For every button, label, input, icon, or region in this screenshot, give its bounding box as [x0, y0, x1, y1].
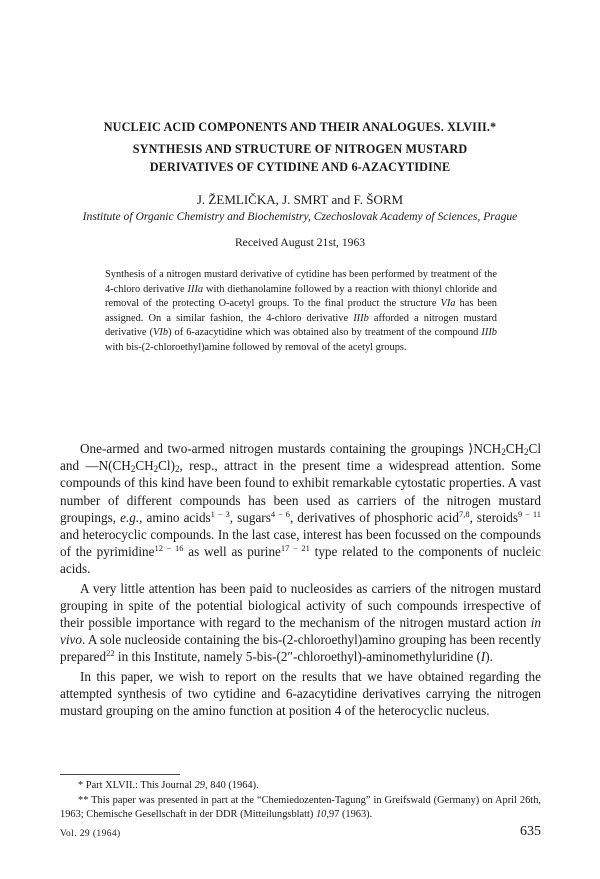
reference-superscript: 17 − 21 — [280, 543, 310, 554]
author-2-initial: , J. S — [275, 192, 301, 207]
formula-part: Cl) — [158, 458, 175, 474]
text-run: A very little attention has been paid to nucleosides as carriers of the nitrogen mustard grouping in spite of the potential biological activity of such compounds irrespective of their possible importance with regard to the mechanism of the nitrogen mustard action — [60, 580, 541, 631]
footnote-2 — [60, 794, 541, 823]
paragraph-3: In this paper, we wish to report on the results that we have obtained regarding the attempted synthesis of two cytidine and 6-azacytidine derivatives carrying the nitrogen mustard grouping on the amino function at position 4 of the heterocyclic nucleus. — [60, 668, 541, 719]
formula-part: ⟩NCH — [468, 441, 502, 456]
formula-subscript: 2 — [153, 464, 159, 475]
abstract-text: has been assigned. On a similar fashion, the 4-chloro derivative — [105, 298, 497, 324]
text-run: * Part XLVII.: This Journal — [78, 780, 195, 791]
text-run: , sugars — [229, 509, 271, 525]
compound-label: VIa — [440, 298, 456, 310]
text-run: One-armed and two-armed nitrogen mustards containing the groupings — [80, 441, 469, 456]
author-list — [40, 192, 560, 208]
abstract — [105, 268, 497, 356]
formula-subscript: 2 — [524, 447, 529, 457]
received-date: Received August 21st, 1963 — [234, 236, 366, 249]
author-1-surname: EMLIČKA — [216, 192, 276, 207]
formula-subscript: 2 — [175, 464, 180, 475]
abstract-text: with diethanolamine followed by a reaction with thionyl chloride and removal of the protecting O-acetyl groups. To the final product the structure — [105, 283, 497, 310]
article-title-line-3: DERIVATIVES OF CYTIDINE AND 6-AZACYTIDINE — [149, 160, 451, 174]
formula-subscript: 2 — [130, 464, 136, 475]
text-run: ,97 (1963). — [326, 809, 373, 820]
italic-text: 10 — [315, 809, 327, 820]
compound-label: IIIa — [187, 283, 204, 295]
text-run: ). — [485, 649, 493, 665]
compound-label: I — [480, 649, 486, 665]
footnote-1 — [60, 779, 541, 794]
text-run: and heterocyclic compounds. In the last case, interest has been focussed on the compounds of the pyrimidine — [60, 527, 541, 560]
institution: Institute of Organic Chemistry and Biochemistry, Czechoslovak Academy of Sciences, Prague — [82, 210, 518, 223]
article-title-line-2: SYNTHESIS AND STRUCTURE OF NITROGEN MUSTARD — [132, 142, 468, 156]
text-run: , 840 (1964). — [205, 780, 259, 791]
reference-superscript: 1 − 3 — [210, 508, 230, 519]
author-3-initial: and F. Š — [328, 192, 374, 207]
text-run: . A sole nucleoside containing the bis-(2-chloroethyl)amino grouping has been recently prepared — [60, 632, 541, 665]
footnotes — [60, 779, 541, 823]
italic-text: 29 — [194, 780, 205, 791]
compound-label: IIIb — [481, 327, 497, 339]
footnote-divider — [60, 774, 180, 775]
italic-text: in vivo — [60, 615, 541, 648]
reference-superscript: 22 — [106, 648, 115, 659]
reference-superscript: 12 − 16 — [154, 543, 184, 554]
paragraph-2 — [60, 580, 541, 666]
author-2-surname: MRT — [300, 192, 329, 207]
italic-text: e.g. — [120, 509, 140, 525]
article-title-line-1: NUCLEIC ACID COMPONENTS AND THEIR ANALOGUES. XLVIII.* — [103, 120, 497, 134]
abstract-text: ) of 6-azacytidine which was obtained also by treatment of the compound — [168, 327, 482, 339]
compound-label: VIb — [153, 327, 169, 339]
text-run: , steroids — [469, 509, 518, 525]
abstract-text: with bis-(2-chloroethyl)amine followed by removal of the acetyl groups. — [105, 341, 407, 353]
reference-superscript: 7,8 — [458, 508, 470, 519]
text-run: , derivatives of phosphoric acid — [289, 509, 459, 525]
author-1-initial: J. Ž — [196, 192, 217, 207]
reference-superscript: 4 − 6 — [270, 508, 290, 519]
author-3-surname: ORM — [373, 192, 404, 207]
reference-superscript: 9 − 11 — [517, 508, 541, 519]
text-run: type related to the components of nucleic acids. — [60, 544, 541, 577]
abstract-text: Synthesis of a nitrogen mustard derivative of cytidine has been performed by treatment of the 4-chloro derivative — [105, 269, 497, 295]
text-run: , resp., attract in the present time a widespread attention. Some compounds of this kind have been found to exhibit remarkable cytostatic properties. A vast number of different compounds has been used as carriers of the nitrogen mustard groupings, — [60, 458, 542, 525]
volume-label: Vol. 29 (1964) — [60, 829, 121, 839]
formula-part: CH — [505, 441, 525, 456]
formula-part: CH — [135, 458, 154, 474]
text-run: ** This paper was presented in part at the “Chemiedozenten-Tagung” in Greifswald (Germany) on April 26th, 1963; Chemische Gesellschaft in der DDR (Mitteilungsblatt) — [60, 794, 541, 820]
compound-label: IIIb — [353, 312, 369, 324]
text-run: in this Institute, namely 5-bis-(2″-chloroethyl)-aminomethyluridine ( — [114, 649, 481, 665]
body-text — [60, 440, 541, 719]
text-run: , amino acids — [139, 509, 211, 525]
formula-subscript: 2 — [501, 447, 506, 457]
abstract-text: afforded a nitrogen mustard derivative ( — [105, 312, 497, 339]
formula-part: Cl and —N(CH — [60, 441, 541, 474]
paragraph-1 — [60, 440, 541, 578]
page-number: 635 — [520, 824, 541, 839]
text-run: as well as purine — [183, 544, 281, 560]
